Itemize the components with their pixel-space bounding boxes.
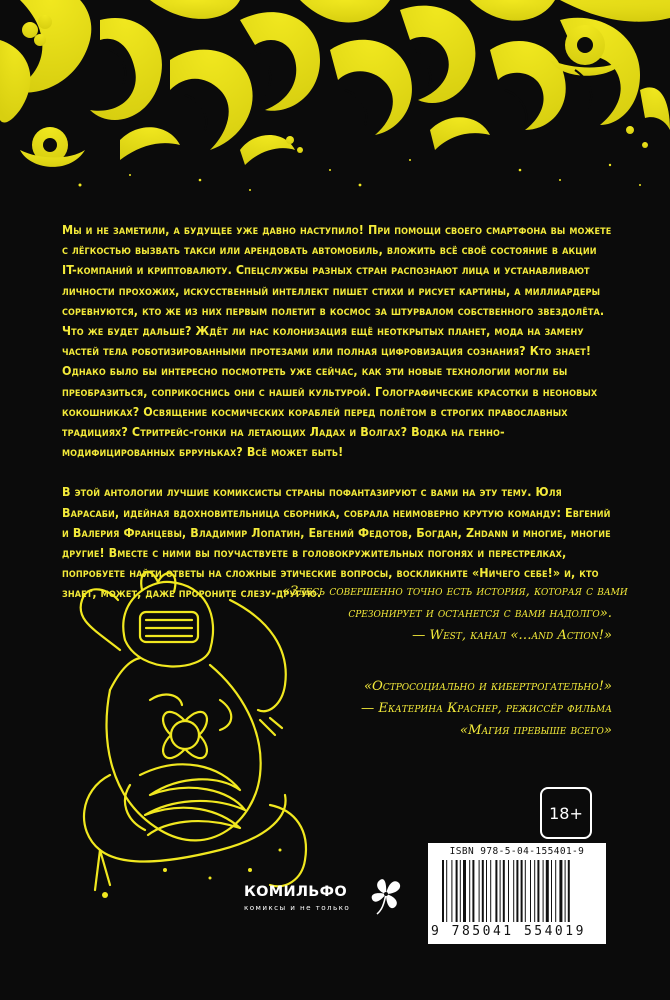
- barcode-stripe: [495, 860, 497, 922]
- barcode-stripe: [472, 860, 474, 922]
- isbn-barcode: [428, 843, 606, 944]
- publisher-logo: [234, 874, 424, 920]
- barcode-stripe: [463, 860, 466, 922]
- clover-logo-icon: [368, 874, 404, 916]
- barcode-stripe: [565, 860, 566, 922]
- quote-1-attribution: — West, канал «…and Action!»: [412, 628, 612, 643]
- barcode-stripe: [513, 860, 514, 922]
- description-paragraph-2: В этой антологии лучшие комиксисты страны пофантазируют с вами на эту тему. Юля Варасаби, идейная вдохновительница сборника, собрала неимоверно крутую команду: Евгений и Валерия Францевы, Владимир Лопатин, Евгений Федотов, Богдан, Zhdann и многие, многие другие! Вместе с ними вы поучаствуете в головокружительных погонях и перестрелках, попробуете найти ответы на сложные этические вопросы, воскликните «Ничего себе!» и, кто знает, может, даже пророните слезу-другую.: [62, 484, 611, 601]
- quote-2-line-1: «Остросоциально и кибертрогательно!»: [363, 679, 612, 694]
- khokhloma-ornament: [0, 0, 670, 200]
- barcode-stripe: [469, 860, 470, 922]
- barcode-stripe: [508, 860, 509, 922]
- review-quote-2: [282, 676, 612, 742]
- barcode-stripe: [460, 860, 461, 922]
- barcode-stripe: [486, 860, 487, 922]
- barcode-stripe: [534, 860, 535, 922]
- barcode-stripe: [482, 860, 484, 922]
- barcode-stripe: [568, 860, 570, 922]
- barcode-stripe: [555, 860, 556, 922]
- barcode-stripe: [559, 860, 562, 922]
- publisher-name: КОМИЛЬФО: [244, 884, 347, 900]
- barcode-stripe: [551, 860, 552, 922]
- age-rating-badge: 18+: [540, 787, 592, 839]
- barcode-stripe: [479, 860, 480, 922]
- quote-2-line-3: «Магия превыше всего»: [459, 723, 612, 738]
- review-quote-1: [282, 581, 628, 647]
- barcode-stripe: [516, 860, 518, 922]
- barcode-stripe: [500, 860, 501, 922]
- quote-2-line-2: — Екатерина Краснер, режиссёр фильма: [360, 701, 612, 716]
- barcode-stripe: [543, 860, 544, 922]
- barcode-stripe: [442, 860, 444, 922]
- barcode-stripe: [521, 860, 523, 922]
- barcode-stripe: [503, 860, 505, 922]
- description-paragraph-1: Мы и не заметили, а будущее уже давно наступило! При помощи своего смартфона вы можете с лёгкостью вызвать такси или арендовать автомобиль, вложить всё своё состояние в акции IT-компаний и криптовалюту. Спецслужбы разных стран распознают лица и устанавливают личности прохожих, искусственный интеллект пишет стихи и рисует картины, а миллиардеры соревнуются, кто же из них первым полетит в космос за штурвалом собственного звездолёта. Что же будет дальше? Ждёт ли нас колонизация ещё неоткрытых планет, мода на замену частей тела роботизированными протезами или полная цифровизация сознания? Кто знает! Однако было бы интересно посмотреть уже сейчас, как эти новые технологии могли бы преобразиться, соприкоснись они с нашей культурой. Голографические красотки в неоновых кокошниках? Освящение космических кораблей перед полётом в строгих православных традициях? Стритрейс-гонки на летающих Ладах и Волгах? Водка на генно-модифицированных брруньках? Всё может быть!: [62, 222, 612, 460]
- barcode-stripe: [490, 860, 491, 922]
- barcode-stripe: [546, 860, 549, 922]
- barcode-stripe: [530, 860, 531, 922]
- publisher-tagline: комиксы и не только: [244, 903, 351, 912]
- quote-1-line-1: «Здесь совершенно точно есть история, которая с вами: [282, 584, 628, 599]
- isbn-text: ISBN 978-5-04-155401-9: [449, 846, 585, 857]
- barcode-stripe: [446, 860, 447, 922]
- quote-1-line-2: срезонирует и останется с вами надолго».: [348, 606, 612, 621]
- barcode-stripe: [537, 860, 539, 922]
- barcode-stripe: [451, 860, 452, 922]
- barcode-stripe: [456, 860, 458, 922]
- book-description: [62, 220, 628, 604]
- barcode-bars: [442, 860, 602, 922]
- barcode-stripe: [525, 860, 526, 922]
- barcode-number: 9 785041 554019: [431, 924, 586, 939]
